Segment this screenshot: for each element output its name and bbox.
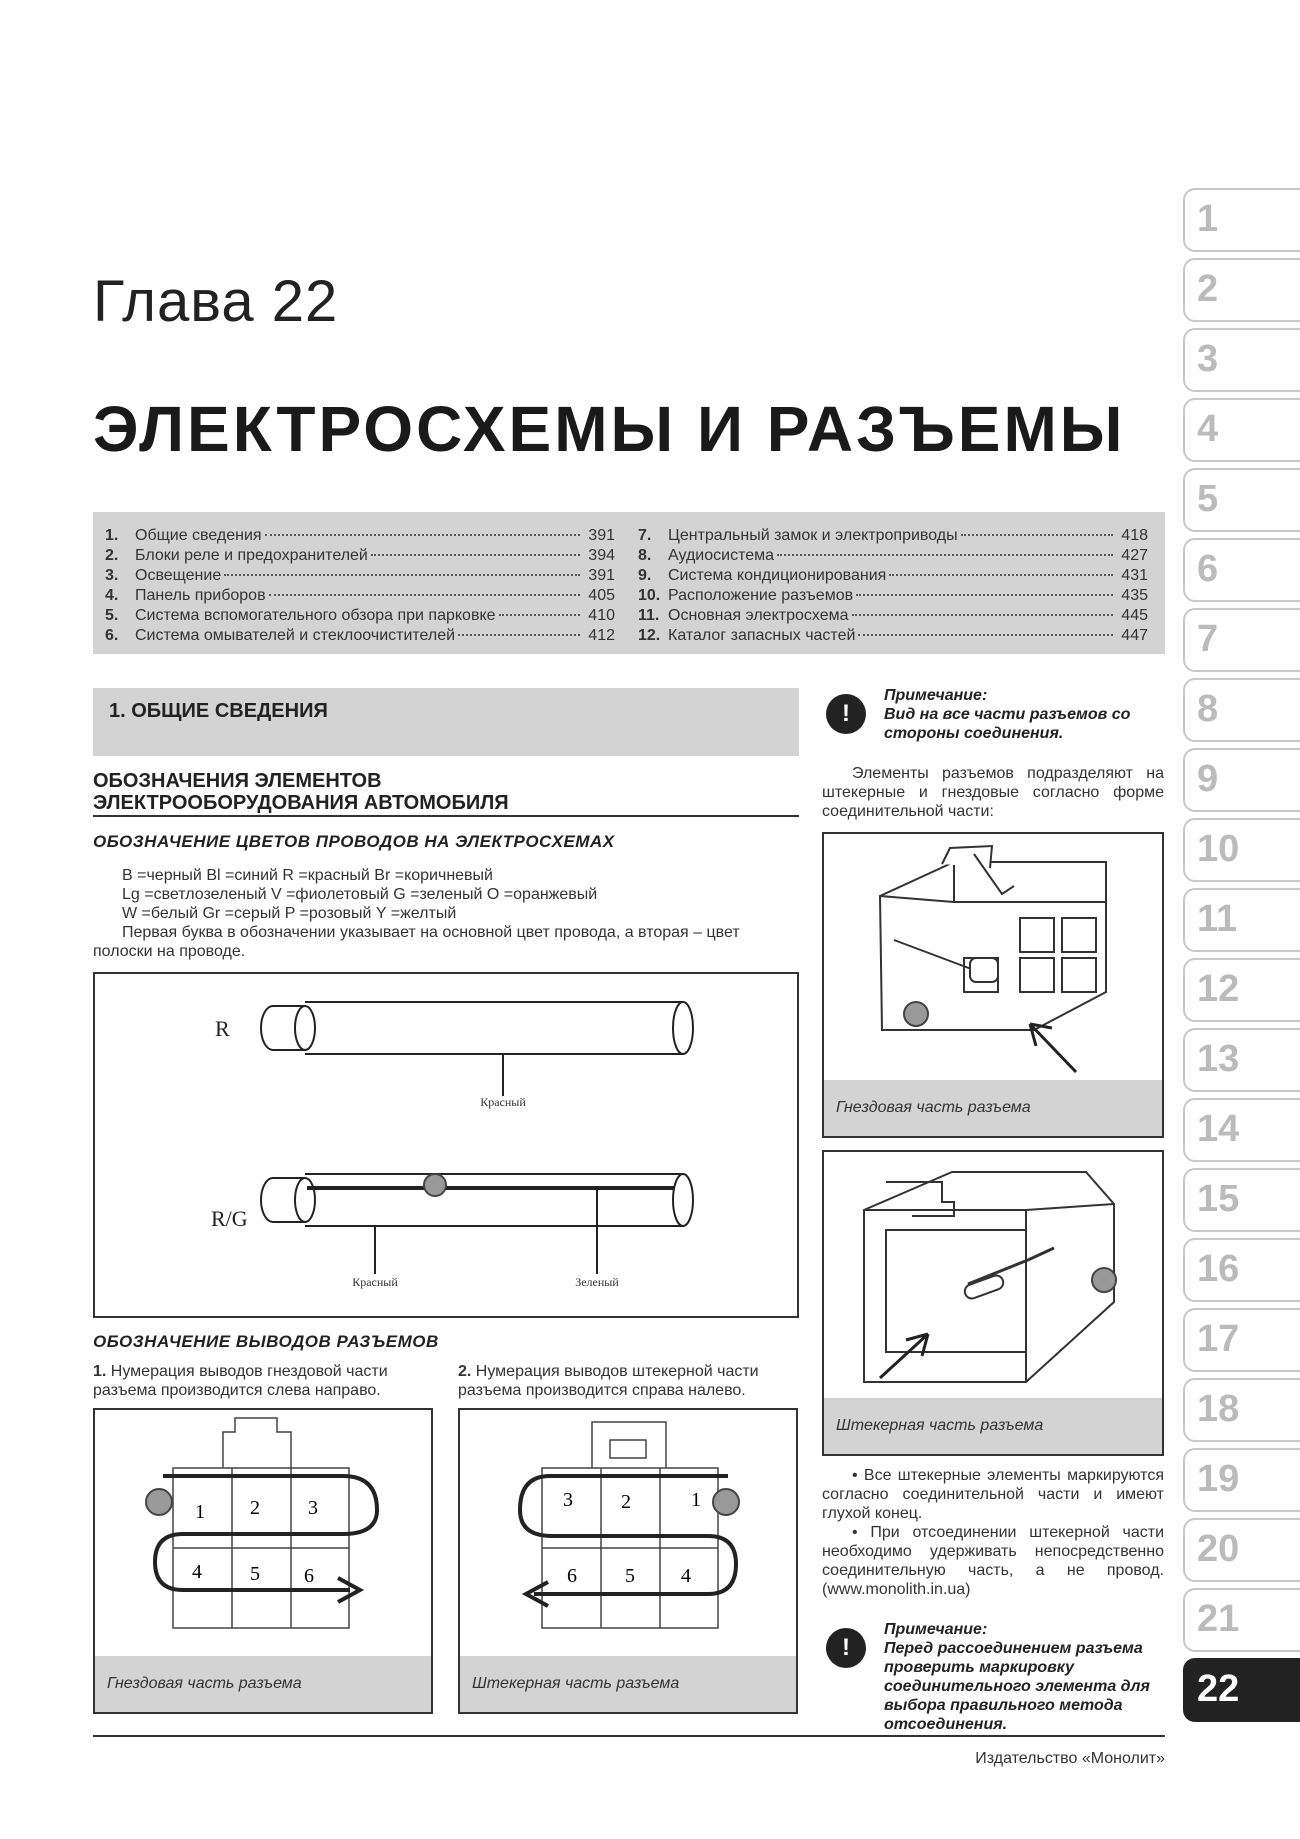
socket-pin: 5 (250, 1563, 260, 1585)
toc-text: Система кондиционирования (668, 567, 887, 584)
toc-item[interactable] (105, 546, 615, 566)
note-2 (884, 1620, 1174, 1734)
toc-column-right (638, 526, 1148, 646)
wire1-body (261, 1002, 693, 1096)
toc-page: 405 (588, 587, 615, 604)
chapter-tab-13[interactable] (1183, 1028, 1300, 1092)
watermark-icon (713, 1489, 739, 1515)
toc-text: Центральный замок и электроприводы (668, 527, 958, 544)
socket-pin-illustration (95, 1410, 431, 1650)
toc-num: 9. (638, 567, 652, 584)
socket-pin: 1 (195, 1501, 205, 1523)
tab-label: 12 (1197, 968, 1240, 1010)
chapter-tab-19[interactable] (1183, 1448, 1300, 1512)
chapter-tab-20[interactable] (1183, 1518, 1300, 1582)
watermark-icon (146, 1489, 172, 1515)
toc-num: 10. (638, 587, 661, 604)
toc-item[interactable] (105, 566, 615, 586)
toc-page: 412 (588, 627, 615, 644)
chapter-tab-1[interactable] (1183, 188, 1300, 252)
note-title: Примечание: (884, 687, 988, 704)
socket-pin-diagram (93, 1408, 433, 1714)
toc-num: 1. (105, 527, 119, 544)
wire2-code: R/G (211, 1206, 248, 1231)
socket-pin: 2 (250, 1497, 260, 1519)
toc-item[interactable] (638, 546, 1148, 566)
toc-text: Расположение разъемов (668, 587, 854, 604)
socket-pin: 4 (192, 1561, 202, 1583)
tab-label: 14 (1197, 1108, 1240, 1150)
tab-label: 9 (1197, 758, 1219, 800)
chapter-tab-9[interactable] (1183, 748, 1300, 812)
chapter-tab-14[interactable] (1183, 1098, 1300, 1162)
toc-text: Освещение (135, 567, 222, 584)
toc-page: 391 (588, 567, 615, 584)
plug-pin-caption (460, 1656, 796, 1712)
page-title: ЭЛЕКТРОСХЕМЫ И РАЗЪЕМЫ (93, 393, 1126, 465)
toc-text: Панель приборов (135, 587, 266, 604)
tab-label: 7 (1197, 618, 1219, 660)
pins-note-2 (458, 1362, 800, 1400)
color-code-line: B =черный Bl =синий R =красный Br =коричневый (122, 867, 493, 884)
chapter-tab-21[interactable] (1183, 1588, 1300, 1652)
toc-page: 418 (1121, 527, 1148, 544)
toc-text: Основная электросхема (668, 607, 849, 624)
chapter-tab-17[interactable] (1183, 1308, 1300, 1372)
bullet-item: • При отсоединении штекерной части необходимо удерживать непосредственно соединительную часть, а не провод. (www.monolith.in.ua) (822, 1524, 1165, 1598)
socket-pin-caption (95, 1656, 431, 1712)
socket-pin: 3 (308, 1497, 318, 1519)
tab-label: 18 (1197, 1388, 1240, 1430)
section-title: 1. ОБЩИЕ СВЕДЕНИЯ (109, 700, 328, 722)
toc-text: Система омывателей и стеклоочистителей (135, 627, 456, 644)
chapter-tab-15[interactable] (1183, 1168, 1300, 1232)
plug-connector-figure (822, 1150, 1164, 1456)
chapter-tab-11[interactable] (1183, 888, 1300, 952)
note-title: Примечание: (884, 1621, 988, 1638)
wire2-label-main: Красный (352, 1275, 398, 1289)
heading-pins: ОБОЗНАЧЕНИЕ ВЫВОДОВ РАЗЪЕМОВ (93, 1332, 439, 1351)
color-explanation: Первая буква в обозначении указывает на основной цвет провода, а вторая – цвет полоски на проводе. (93, 924, 740, 960)
bullet-text: Все штекерные элементы маркируются согласно соединительной части и имеют глухой конец. (822, 1467, 1164, 1522)
note-body: Вид на все части разъемов со стороны соединения. (884, 706, 1131, 742)
chapter-tab-4[interactable] (1183, 398, 1300, 462)
plug-pin-illustration (460, 1410, 796, 1650)
toc-item[interactable] (105, 526, 615, 546)
toc-column-left (105, 526, 615, 646)
tab-label: 1 (1197, 198, 1219, 240)
chapter-tab-16[interactable] (1183, 1238, 1300, 1302)
tab-label: 16 (1197, 1248, 1240, 1290)
chapter-tab-6[interactable] (1183, 538, 1300, 602)
toc-num: 5. (105, 607, 119, 624)
plug-pin: 6 (567, 1565, 577, 1587)
caption-text: Гнездовая часть разъема (107, 1675, 302, 1692)
watermark-icon (904, 1002, 928, 1026)
color-code-line: Lg =светлозеленый V =фиолетовый G =зеленый O =оранжевый (122, 886, 598, 903)
pins-note-1 (93, 1362, 431, 1400)
connector-intro: Элементы разъемов подразделяют на штекерные и гнездовые согласно форме соединительной части: (822, 765, 1164, 820)
tab-label: 4 (1197, 408, 1219, 450)
publisher-footer: Издательство «Монолит» (975, 1750, 1165, 1767)
bullet-list (822, 1466, 1164, 1599)
plug-connector-illustration (824, 1152, 1162, 1392)
pins-note-text: Нумерация выводов гнездовой части разъема производится слева направо. (93, 1363, 388, 1399)
pins-note-text: Нумерация выводов штекерной части разъема производится справа налево. (458, 1363, 759, 1399)
tab-label: 20 (1197, 1528, 1240, 1570)
watermark-icon (1092, 1268, 1116, 1292)
toc-page: 410 (588, 607, 615, 624)
socket-connector-figure (822, 832, 1164, 1138)
toc-item[interactable] (638, 526, 1148, 546)
wire2-body (261, 1174, 693, 1274)
wire-illustration (95, 974, 797, 1316)
toc-page: 431 (1121, 567, 1148, 584)
toc-num: 7. (638, 527, 652, 544)
toc-text: Блоки реле и предохранителей (135, 547, 368, 564)
toc-page: 394 (588, 547, 615, 564)
tab-label: 2 (1197, 268, 1219, 310)
bullet-text: При отсоединении штекерной части необходимо удерживать непосредственно соединительную часть, а не провод. (www.monolith.in.ua) (822, 1524, 1165, 1598)
toc-num: 12. (638, 627, 661, 644)
tab-label: 11 (1197, 898, 1238, 940)
wire1-label: Красный (480, 1095, 526, 1109)
toc-text: Система вспомогательного обзора при парковке (135, 607, 496, 624)
tab-label: 17 (1197, 1318, 1240, 1360)
plug-pin: 2 (621, 1491, 631, 1513)
toc-num: 2. (105, 547, 119, 564)
toc-item[interactable] (105, 626, 615, 646)
toc-num: 6. (105, 627, 119, 644)
toc-page: 445 (1121, 607, 1148, 624)
heading-line: ЭЛЕКТРООБОРУДОВАНИЯ АВТОМОБИЛЯ (93, 792, 509, 814)
tab-label: 10 (1197, 828, 1240, 870)
toc-num: 3. (105, 567, 119, 584)
note-icon: ! (826, 694, 866, 734)
wire-diagram (93, 972, 799, 1318)
plug-pin: 1 (691, 1489, 701, 1511)
toc-item[interactable] (638, 626, 1148, 646)
toc-page: 435 (1121, 587, 1148, 604)
tab-label: 13 (1197, 1038, 1240, 1080)
toc-num: 8. (638, 547, 652, 564)
pins-note-num: 2. (458, 1363, 472, 1380)
color-code-line: W =белый Gr =серый P =розовый Y =желтый (122, 905, 457, 922)
caption-text: Штекерная часть разъема (836, 1417, 1044, 1434)
wire1-code: R (215, 1016, 230, 1041)
chapter-tab-7[interactable] (1183, 608, 1300, 672)
socket-connector-illustration (824, 834, 1162, 1074)
tab-label: 21 (1197, 1598, 1240, 1640)
color-codes (122, 866, 597, 923)
divider (93, 815, 799, 817)
chapter-tab-8[interactable] (1183, 678, 1300, 742)
bullet-item: • Все штекерные элементы маркируются согласно соединительной части и имеют глухой конец. (822, 1467, 1164, 1522)
chapter-tab-22[interactable] (1183, 1658, 1300, 1722)
note-1 (884, 686, 1174, 743)
toc-item[interactable] (638, 566, 1148, 586)
plug-pin: 4 (681, 1565, 691, 1587)
toc-item[interactable] (638, 586, 1148, 606)
chapter-tab-2[interactable] (1183, 258, 1300, 322)
plug-pin-diagram (458, 1408, 798, 1714)
toc-text: Общие сведения (135, 527, 262, 544)
toc-text: Аудиосистема (668, 547, 775, 564)
note-body: Перед рассоединением разъема проверить маркировку соединительного элемента для выбора правильного метода отсоединения. (884, 1640, 1150, 1733)
heading-wire-colors: ОБОЗНАЧЕНИЕ ЦВЕТОВ ПРОВОДОВ НА ЭЛЕКТРОСХЕМАХ (93, 832, 615, 851)
footer-divider (93, 1735, 1165, 1737)
toc-item[interactable] (105, 586, 615, 606)
wire2-label-stripe: Зеленый (575, 1275, 619, 1289)
caption-text: Штекерная часть разъема (472, 1675, 680, 1692)
caption-text: Гнездовая часть разъема (836, 1099, 1031, 1116)
chapter-tab-12[interactable] (1183, 958, 1300, 1022)
socket-connector-caption (824, 1080, 1162, 1136)
heading-elements (93, 770, 509, 814)
heading-line: ОБОЗНАЧЕНИЯ ЭЛЕМЕНТОВ (93, 770, 382, 792)
note-icon: ! (826, 1628, 866, 1668)
socket-pin: 6 (304, 1565, 314, 1587)
toc-item[interactable] (638, 606, 1148, 626)
toc-page: 447 (1121, 627, 1148, 644)
tab-label: 22 (1197, 1668, 1240, 1710)
tab-label: 8 (1197, 688, 1219, 730)
section-header (93, 688, 799, 756)
chapter-tab-10[interactable] (1183, 818, 1300, 882)
toc-text: Каталог запасных частей (668, 627, 856, 644)
tab-label: 19 (1197, 1458, 1240, 1500)
chapter-label: Глава 22 (93, 269, 339, 334)
tab-label: 3 (1197, 338, 1219, 380)
toc-page: 391 (588, 527, 615, 544)
tab-label: 5 (1197, 478, 1219, 520)
plug-pin: 5 (625, 1565, 635, 1587)
watermark-icon (424, 1174, 446, 1196)
table-of-contents (93, 512, 1165, 654)
toc-item[interactable] (105, 606, 615, 626)
plug-pin: 3 (563, 1489, 573, 1511)
tab-label: 6 (1197, 548, 1219, 590)
plug-connector-caption (824, 1398, 1162, 1454)
chapter-tab-5[interactable] (1183, 468, 1300, 532)
chapter-tab-3[interactable] (1183, 328, 1300, 392)
pins-note-num: 1. (93, 1363, 107, 1380)
toc-page: 427 (1121, 547, 1148, 564)
toc-num: 4. (105, 587, 119, 604)
toc-num: 11. (638, 607, 660, 624)
tab-label: 15 (1197, 1178, 1240, 1220)
chapter-tab-18[interactable] (1183, 1378, 1300, 1442)
